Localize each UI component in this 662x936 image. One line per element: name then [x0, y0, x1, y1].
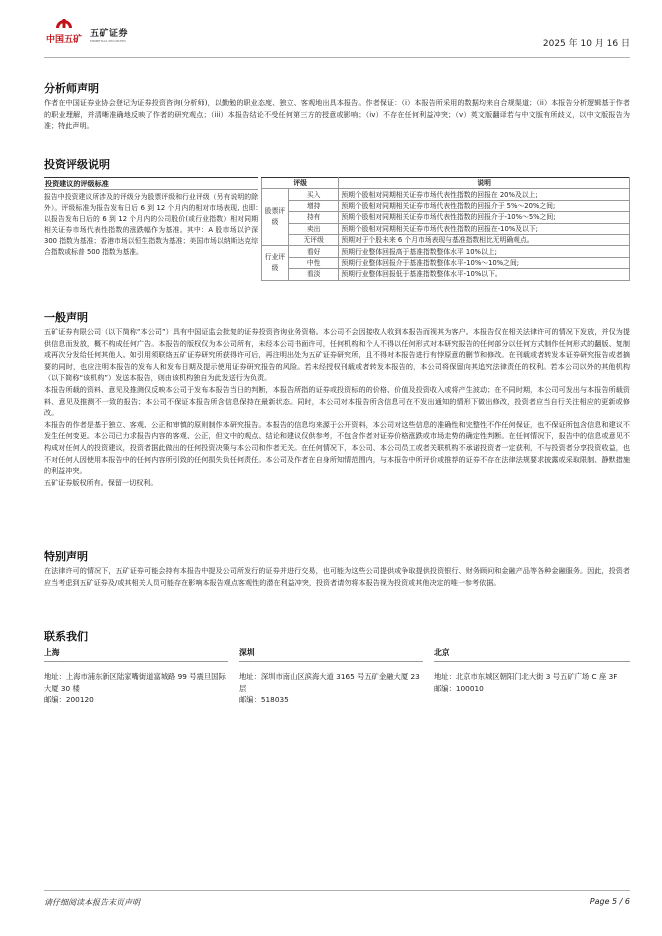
industry-rating-group: 行业评级 [262, 246, 289, 280]
general-statement-title: 一般声明 [44, 311, 88, 324]
office-address: 地址：深圳市南山区滨海大道 3165 号五矿金融大厦 23 层 [239, 672, 420, 693]
desc-cell: 预期个股相对同期相关证券市场代表性指数的回报介于 5%～20%之间; [339, 200, 630, 211]
rating-cell: 看好 [289, 246, 339, 257]
office-address: 地址：上海市浦东新区陆家嘴街道富城路 99 号震旦国际大厦 30 楼 [44, 672, 226, 693]
table-row [262, 223, 630, 234]
desc-cell: 预期个股相对同期相关证券市场代表性指数的回报在-10%及以下; [339, 223, 630, 234]
logo2-subtext: MINMETALS SECURITIES [90, 39, 126, 43]
office-city: 上海 [44, 647, 228, 662]
analyst-statement-title: 分析师声明 [44, 82, 99, 95]
rating-cell: 持有 [289, 212, 339, 223]
rating-cell: 增持 [289, 200, 339, 211]
office-postcode: 邮编：518035 [239, 695, 289, 705]
rating-section [44, 177, 630, 288]
general-statement-body [44, 326, 630, 488]
office-postcode: 邮编：200120 [44, 695, 94, 705]
rating-cell: 看淡 [289, 269, 339, 280]
stock-rating-group: 股票评级 [262, 189, 289, 246]
office-city: 深圳 [239, 647, 423, 662]
desc-cell: 预期行业整体回报高于基准指数整体水平 10%以上; [339, 246, 630, 257]
desc-cell: 预期个股相对同期相关证券市场代表性指数的回报在 20%及以上; [339, 189, 630, 200]
table-row [262, 234, 630, 245]
footer-note: 请仔细阅读本报告末页声明 [44, 898, 140, 907]
rating-cell: 买入 [289, 189, 339, 200]
footer-divider [44, 890, 630, 891]
office-city: 北京 [434, 647, 630, 662]
general-paragraph: 五矿证券版权所有。保留一切权利。 [44, 477, 158, 487]
special-statement-text: 在法律许可的情况下，五矿证券可能会持有本报告中提及公司所发行的证券并进行交易，也可能为这些公司提供或争取提供投资银行、财务顾问和金融产品等各种金融服务。因此，投资者应当考虑到五矿证券及/或其相关人员可能存在影响本报告观点客观性的潜在利益冲突，投资者请勿将本报告视为投资或其他决定的唯一参考依据。 [44, 566, 630, 587]
office-shenzhen [239, 647, 423, 706]
minmetals-emblem-icon [54, 14, 74, 30]
general-paragraph: 本报告所载的资料、意见及推测仅反映本公司于发布本报告当日的判断，本报告所指的证券或投资标的的价格、价值及投资收入或将产生波动；在不同时期，本公司可发出与本报告所载资料、意见及推测不一致的报告；本公司不保证本报告所含信息保持在最新状态。同时，本公司对本报告所含信息可在不发出通知的情形下做出修改，投资者应当自行关注相应的更新或修改。 [44, 384, 630, 418]
page-number: Page 5 / 6 [589, 897, 630, 906]
desc-cell: 预期行业整体回报介于基准指数整体水平-10%～10%之间; [339, 257, 630, 268]
table-row [262, 269, 630, 280]
desc-cell: 预期对于个股未来 6 个月市场表现与基准指数相比无明确观点。 [339, 234, 630, 245]
analyst-statement-text: 作者在中国证券业协会登记为证券投资咨询(分析师)，以勤勉的职业态度、独立、客观地出具本报告。作者保证：（i）本报告所采用的数据均来自合规渠道；（ii）本报告分析逻辑基于作者的职业理解，并清晰准确地反映了作者的研究观点；（iii）本报告结论不受任何第三方的授意或影响；（iv）不存在任何利益冲突；（v）英文版翻译若与中文版有所歧义，以中文版报告为准；特此声明。 [44, 98, 630, 131]
logo2-text: 五矿证券 [90, 29, 129, 39]
special-statement-body [44, 565, 630, 588]
rating-cell: 无评级 [289, 234, 339, 245]
general-paragraph: 五矿证券有限公司（以下简称“本公司”）具有中国证监会批复的证券投资咨询业务资格。本公司不会因接收人收到本报告而视其为客户。本报告仅在相关法律许可的情况下发放，并仅为提供信息而发放，概不构成任何广告。本报告的版权仅为本公司所有，未经本公司书面许可，任何机构和个人不得以任何形式对本研究报告的任何部分以任何方式制作任何形式的翻版、复制或再次分发给任何其他人。如引用须联络五矿证券研究所获得许可后，再注明出处为五矿证券研究所，且不得对本报告进行有悖原意的删节和修改。在刊载或者转发本证券研究报告或者摘要的同时，也应注明本报告的发布人和发布日期及提示使用证券研究报告的风险。若未经授权刊载或者转发本报告的，本公司将保留向其追究法律责任的权利。若本公司以外的其他机构（以下简称“该机构”）发送本报告，则由该机构独自为此发送行为负责。 [44, 327, 630, 383]
logo1-text: 中国五矿 [45, 35, 82, 45]
contact-title: 联系我们 [44, 630, 88, 643]
rating-standard-title: 投资建议的评级标准 [44, 177, 258, 190]
china-minmetals-logo [44, 14, 84, 45]
office-address: 地址：北京市东城区朝阳门北大街 3 号五矿广场 C 座 3F [434, 672, 618, 681]
desc-cell: 预期行业整体回报低于基准指数整体水平-10%以下。 [339, 269, 630, 280]
rating-table [261, 177, 630, 281]
col-desc: 说明 [339, 178, 630, 189]
table-row [262, 257, 630, 268]
rating-standard [44, 177, 258, 288]
col-rating: 评级 [262, 178, 339, 189]
table-row [262, 189, 630, 200]
office-postcode: 邮编：100010 [434, 683, 484, 693]
table-row [262, 246, 630, 257]
table-row [262, 200, 630, 211]
minmetals-securities-logo [90, 26, 128, 43]
rating-cell: 中性 [289, 257, 339, 268]
general-paragraph: 本报告的作者是基于独立、客观、公正和审慎的原则制作本研究报告。本报告的信息均来源于公开资料，本公司对这些信息的准确性和完整性不作任何保证，也不保证所包含信息和建议不发生任何变更。本公司已力求报告内容的客观、公正，但文中的观点、结论和建议仅供参考，不包含作者对证券价格涨跌或市场走势的确定性判断。在任何情况下，报告中的信息或意见不构成对任何人的投资建议，投资者据此做出的任何投资决策与本公司和作者无关。在任何情况下，本公司、本公司员工或者关联机构不承诺投资者一定获利，不与投资者分享投资收益，也不对任何人因使用本报告中的任何内容所引致的任何损失负任何责任。本公司及作者在自身所知情范围内，与本报告中所评价或推荐的证券不存在法律法规要求披露或采取限制、静默措施的利益冲突。 [44, 419, 630, 476]
rating-cell: 卖出 [289, 223, 339, 234]
header-divider [44, 57, 630, 58]
office-shanghai [44, 647, 228, 706]
desc-cell: 预期个股相对同期相关证券市场代表性指数的回报介于-10%～5%之间; [339, 212, 630, 223]
special-statement-title: 特别声明 [44, 550, 88, 563]
report-date: 2025 年 10 月 16 日 [542, 39, 630, 49]
rating-title: 投资评级说明 [44, 158, 110, 171]
table-row [262, 212, 630, 223]
page-header [44, 14, 630, 54]
rating-table-header [262, 178, 630, 189]
analyst-statement-body [44, 97, 630, 132]
rating-standard-body: 报告中投资建议所涉及的评级分为股票评级和行业评级（另有说明的除外）。评级标准为报告发布日后 6 到 12 个月内的相对市场表现, 也即:以报告发布日后的 6 到 12 个月内的公司股价(或行业指数）相对同期相关证券市场代表性指数的涨跌幅作为基准。其中：A 股市场以沪深 300 指数为基准；香港市场以恒生指数为基准；美国市场以纳斯达克综合指数或标普 500 指数为基准。 [44, 193, 258, 257]
office-beijing [434, 647, 630, 694]
